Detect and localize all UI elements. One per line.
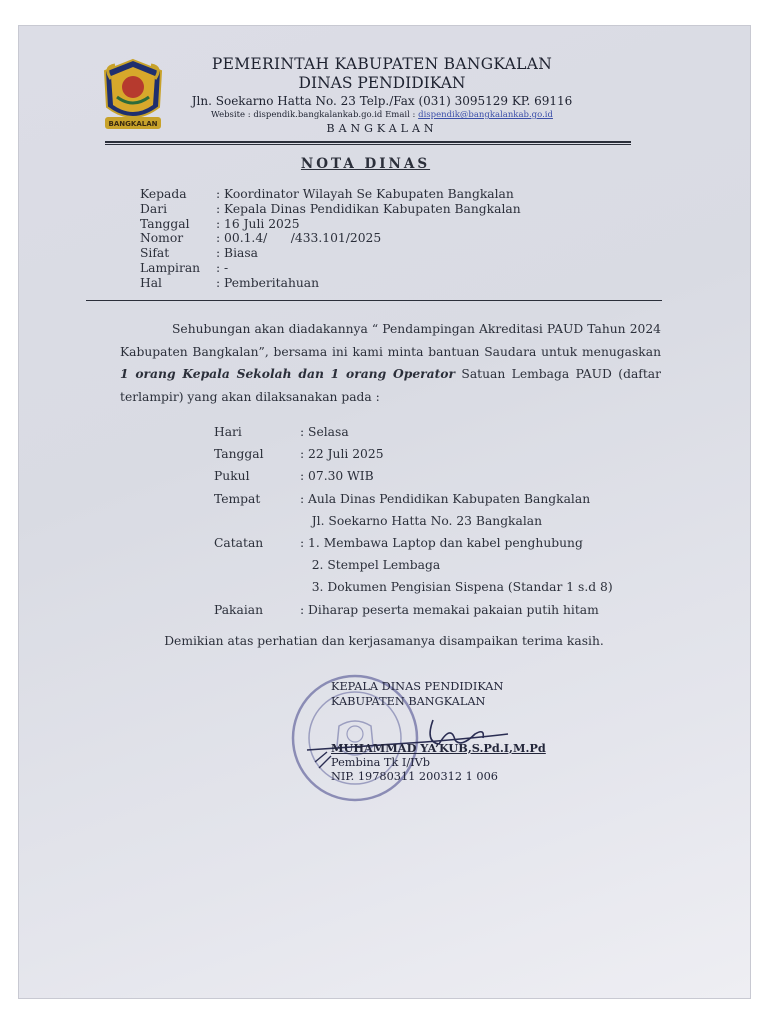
detail-value: Jl. Soekarno Hatta No. 23 Bangkalan xyxy=(300,513,543,528)
meta-row xyxy=(140,276,521,291)
detail-value: : Selasa xyxy=(300,425,349,439)
contact-line xyxy=(182,109,582,121)
signer-nip: NIP. 19780311 200312 1 006 xyxy=(331,770,498,783)
detail-label: Pakaian xyxy=(214,602,264,617)
event-details xyxy=(214,421,613,621)
detail-value: 3. Dokumen Pengisian Sispena (Standar 1 s.d 8) xyxy=(300,580,613,595)
meta-row xyxy=(140,231,521,246)
regency-logo xyxy=(97,57,169,137)
detail-label: Pukul xyxy=(214,469,250,484)
meta-row xyxy=(140,246,521,261)
meta-row xyxy=(140,202,521,217)
body-text-1: Sehubungan akan diadakannya “ Pendampingan Akreditasi PAUD Tahun 2024 Kabupaten Bangkalan”, bersama ini kami minta bantuan Saudara untuk menugaskan xyxy=(120,322,661,359)
website-text: Website : dispendik.bangkalankab.go.id Email : xyxy=(211,110,419,120)
meta-label: Lampiran xyxy=(140,260,201,275)
body-text-2: Satuan Lembaga PAUD (daftar terlampir) yang akan dilaksanakan pada : xyxy=(120,367,661,404)
meta-label: Kepada xyxy=(140,187,187,201)
detail-value: : 07.30 WIB xyxy=(300,469,374,484)
meta-value: : Biasa xyxy=(216,246,258,261)
meta-label: Dari xyxy=(140,201,168,216)
agency-name: PEMERINTAH KABUPATEN BANGKALAN xyxy=(211,55,553,73)
detail-value: : 22 Juli 2025 xyxy=(300,447,384,462)
department-name: DINAS PENDIDIKAN xyxy=(298,74,466,92)
email-link[interactable]: dispendik@bangkalankab.go.id xyxy=(418,110,553,120)
detail-value: : 1. Membawa Laptop dan kabel penghubung xyxy=(300,536,583,551)
detail-row xyxy=(214,510,613,532)
detail-label xyxy=(214,554,300,576)
document-title: NOTA DINAS xyxy=(300,156,431,172)
body-paragraph xyxy=(120,318,661,408)
meta-row xyxy=(140,261,521,276)
signature-block xyxy=(331,680,546,785)
signer-rank: Pembina Tk I/IVb xyxy=(331,755,431,769)
signer-position-2: KABUPATEN BANGKALAN xyxy=(331,694,486,708)
meta-value: : - xyxy=(216,260,229,275)
detail-row xyxy=(214,421,613,443)
logo-label: BANGKALAN xyxy=(108,120,158,128)
detail-label xyxy=(214,576,300,598)
meta-row xyxy=(140,187,521,202)
signer-position-1: KEPALA DINAS PENDIDIKAN xyxy=(331,680,504,693)
meta-value: : 16 Juli 2025 xyxy=(216,216,300,231)
address: Jln. Soekarno Hatta No. 23 Telp./Fax (031) 3095129 KP. 69116 xyxy=(191,94,573,108)
city: BANGKALAN xyxy=(326,122,438,135)
closing-text: Demikian atas perhatian dan kerjasamanya disampaikan terima kasih. xyxy=(164,634,604,648)
signer-name: MUHAMMAD YA’KUB,S.Pd.I,M.Pd xyxy=(331,741,546,755)
detail-row xyxy=(214,532,613,554)
detail-row xyxy=(214,488,613,510)
detail-label: Hari xyxy=(214,425,242,439)
meta-value: : Pemberitahuan xyxy=(216,275,320,290)
meta-label: Nomor xyxy=(140,231,184,246)
body-emphasis: 1 orang Kepala Sekolah dan 1 orang Operator xyxy=(120,366,455,381)
meta-label: Tanggal xyxy=(140,216,190,231)
meta-value: : Kepala Dinas Pendidikan Kabupaten Bangkalan xyxy=(216,201,521,216)
letterhead xyxy=(182,54,582,136)
detail-label: Catatan xyxy=(214,536,264,551)
detail-value: : Aula Dinas Pendidikan Kabupaten Bangkalan xyxy=(300,491,591,506)
letterhead-rule xyxy=(105,141,631,143)
meta-value: : 00.1.4/ /433.101/2025 xyxy=(216,231,382,246)
detail-label xyxy=(214,510,300,532)
letterhead-rule-thin xyxy=(105,144,631,145)
header-divider xyxy=(86,300,662,301)
detail-row xyxy=(214,465,613,487)
meta-label: Hal xyxy=(140,275,162,290)
detail-row xyxy=(214,576,613,598)
detail-label: Tempat xyxy=(214,491,261,506)
meta-row xyxy=(140,217,521,232)
meta-label: Sifat xyxy=(140,246,170,261)
detail-row xyxy=(214,554,613,576)
detail-value: 2. Stempel Lembaga xyxy=(300,558,441,573)
detail-value: : Diharap peserta memakai pakaian putih hitam xyxy=(300,602,599,617)
detail-row xyxy=(214,599,613,621)
detail-label: Tanggal xyxy=(214,447,264,462)
detail-row xyxy=(214,443,613,465)
meta-value: : Koordinator Wilayah Se Kabupaten Bangkalan xyxy=(216,187,514,201)
memo-header xyxy=(140,187,521,291)
